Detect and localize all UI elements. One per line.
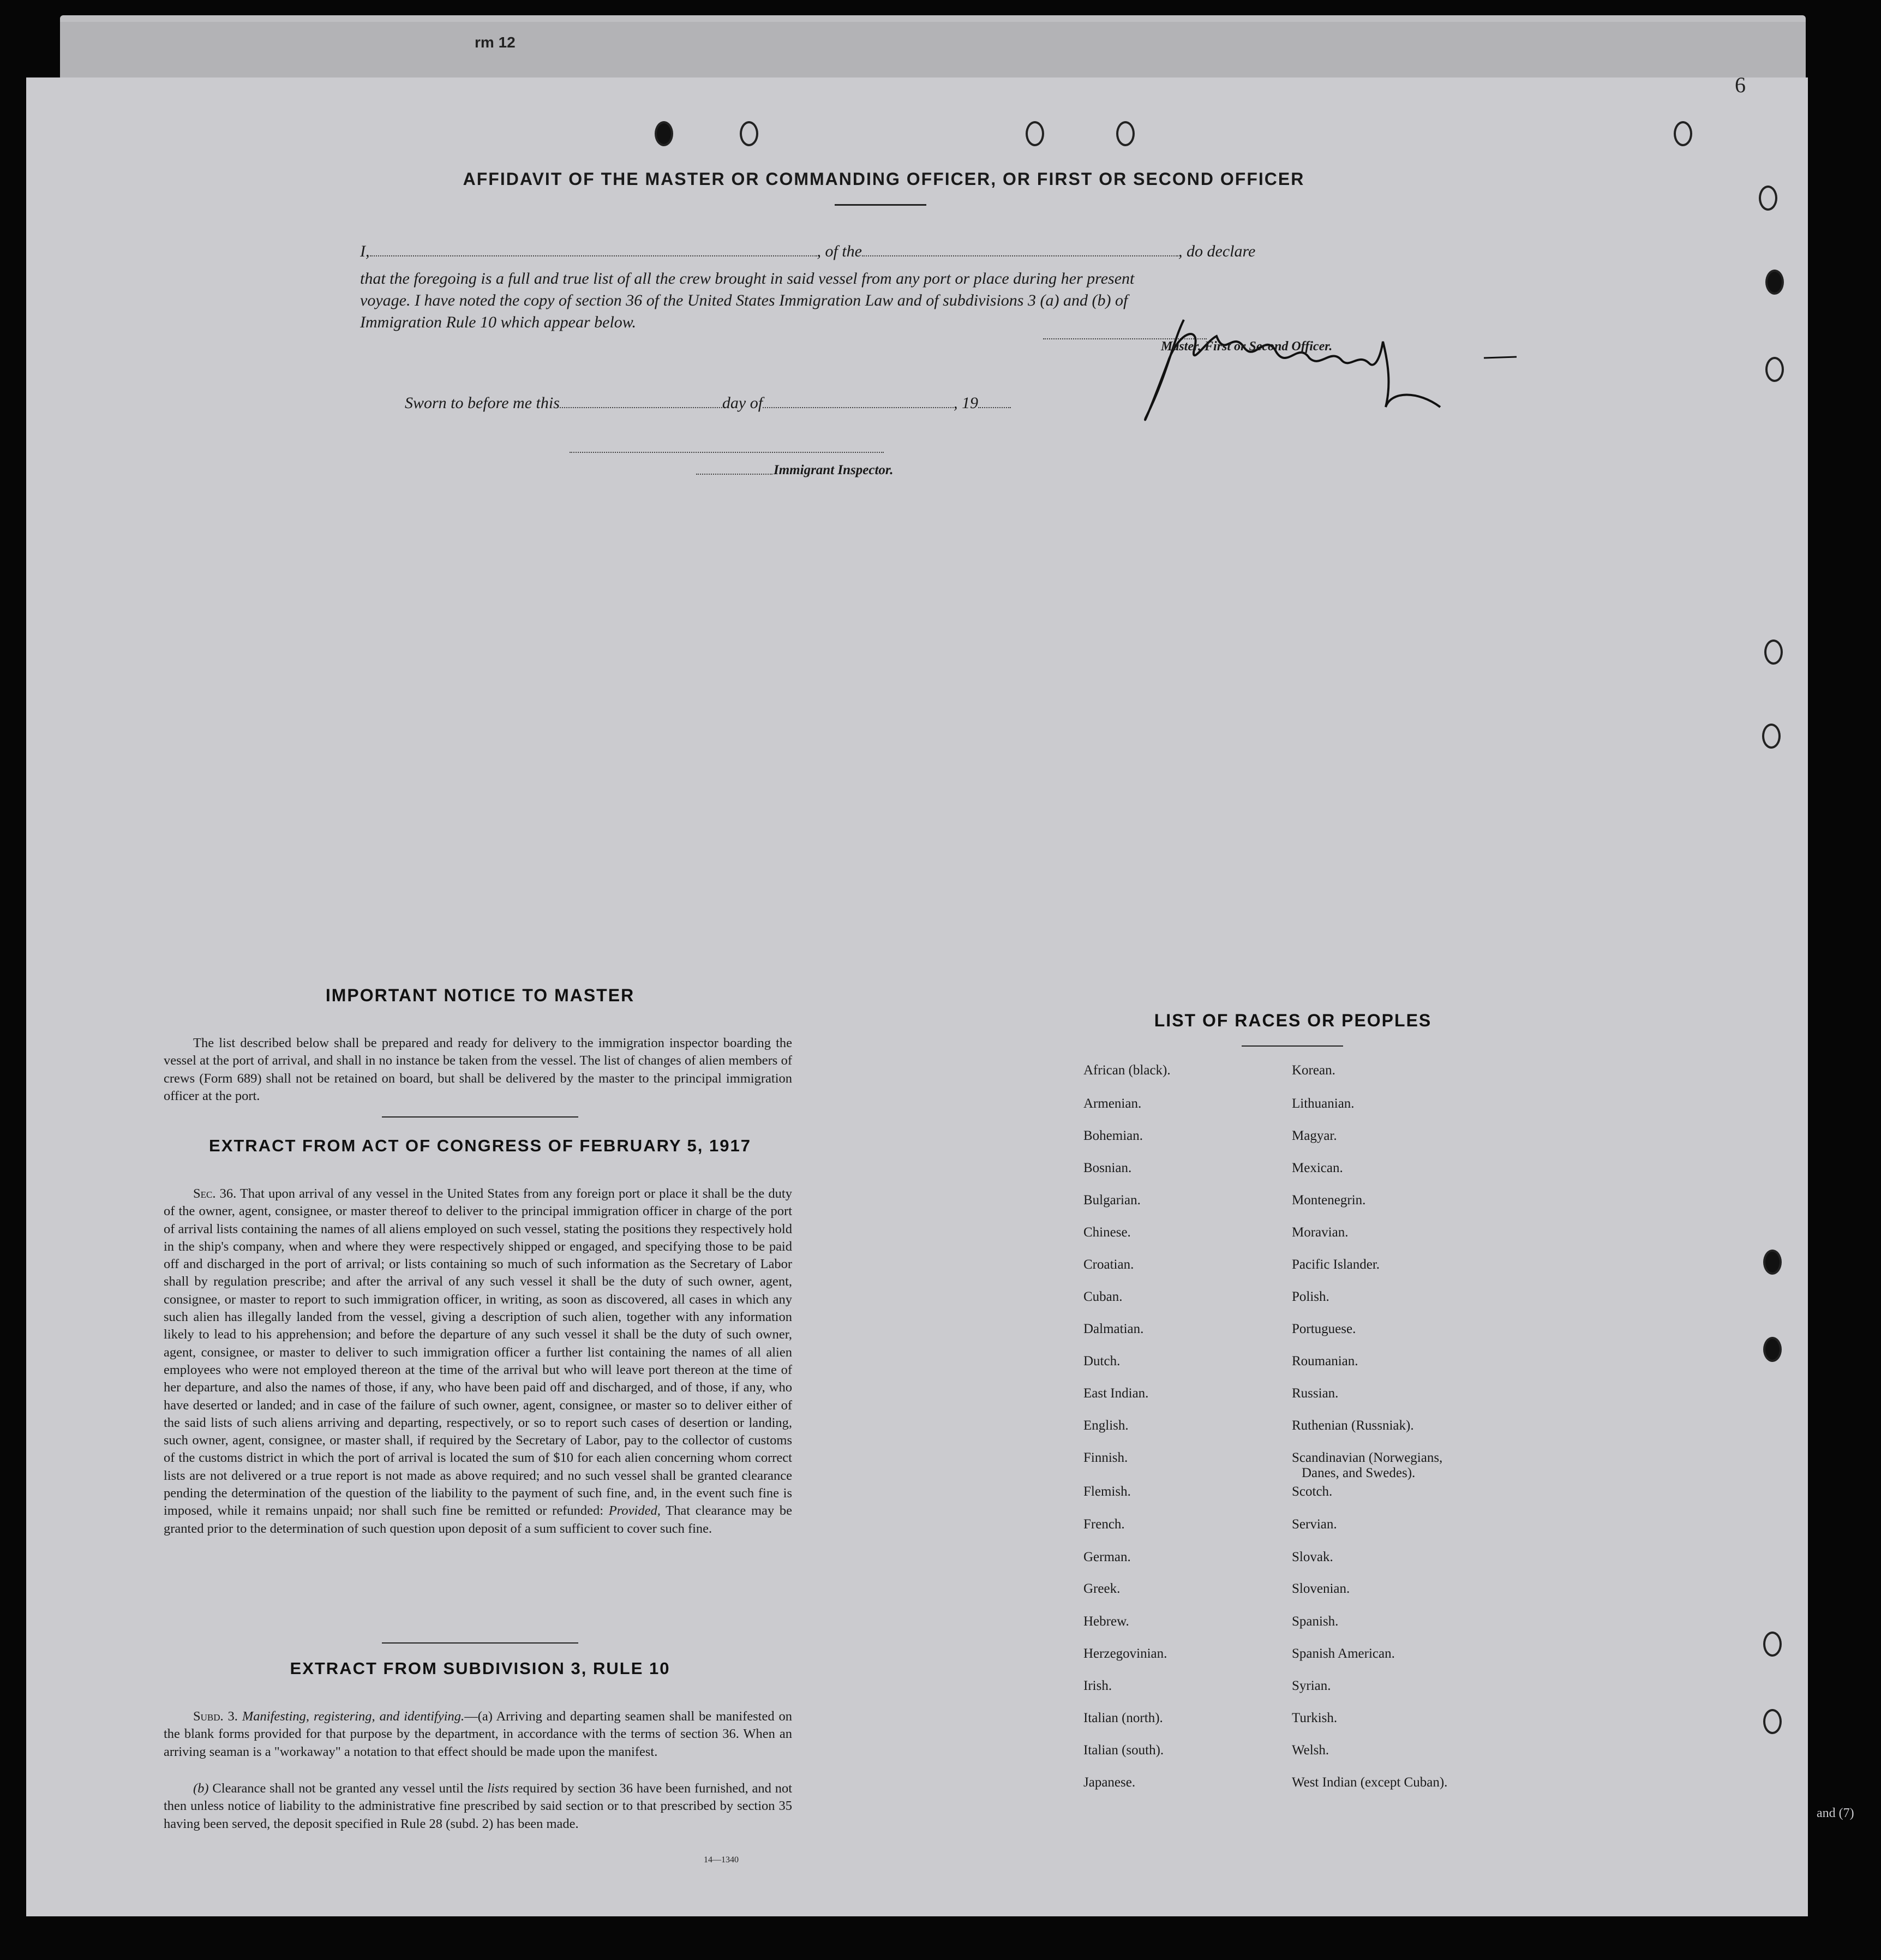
affidavit-of-the: , of the — [817, 242, 862, 260]
race-item: Servian. — [1292, 1517, 1337, 1532]
day-blank — [560, 404, 722, 408]
race-item: Greek. — [1083, 1581, 1121, 1596]
notice-title: IMPORTANT NOTICE TO MASTER — [325, 985, 635, 1005]
race-item: Dalmatian. — [1083, 1322, 1144, 1336]
race-item: Korean. — [1292, 1063, 1335, 1078]
race-item: Portuguese. — [1292, 1322, 1356, 1336]
races-title: LIST OF RACES OR PEOPLES — [1154, 1011, 1432, 1030]
race-item: Dutch. — [1083, 1354, 1121, 1369]
race-item: African (black). — [1083, 1063, 1171, 1078]
act-title: EXTRACT FROM ACT OF CONGRESS OF FEBRUARY 5, 1917 — [209, 1136, 751, 1155]
name-blank — [370, 252, 817, 256]
race-item: Welsh. — [1292, 1743, 1329, 1758]
inspector-label: Immigrant Inspector. — [774, 463, 894, 477]
vessel-blank — [862, 252, 1178, 256]
races-title-rule — [1242, 1045, 1343, 1047]
affidavit-line-4: Immigration Rule 10 which appear below. — [360, 313, 637, 331]
race-item: Chinese. — [1083, 1225, 1131, 1240]
race-item: Syrian. — [1292, 1678, 1331, 1693]
race-item: Flemish. — [1083, 1484, 1131, 1499]
race-item: Spanish American. — [1292, 1646, 1395, 1661]
race-item: Turkish. — [1292, 1711, 1338, 1725]
affidavit-line-3: voyage. I have noted the copy of section 36 of the United States Immigration Law and of subdivisions 3 (a) and (b) of — [360, 291, 1128, 309]
race-item: Italian (south). — [1083, 1743, 1164, 1758]
section-rule — [382, 1116, 578, 1118]
punch-hole — [1762, 724, 1781, 749]
subd-heading: Manifesting, registering, and identifying. — [242, 1709, 465, 1724]
race-item: Moravian. — [1292, 1225, 1349, 1240]
year-blank — [978, 404, 1011, 408]
race-item: French. — [1083, 1517, 1125, 1532]
race-item: English. — [1083, 1418, 1129, 1433]
page-number: 6 — [1735, 73, 1746, 97]
punch-hole — [1763, 1250, 1782, 1275]
sworn-line — [405, 394, 1011, 413]
race-item: Polish. — [1292, 1289, 1329, 1304]
race-item: German. — [1083, 1550, 1131, 1564]
race-item: Montenegrin. — [1292, 1193, 1366, 1208]
rule-title: EXTRACT FROM SUBDIVISION 3, RULE 10 — [290, 1659, 670, 1678]
race-item: Armenian. — [1083, 1096, 1142, 1111]
punch-hole — [1763, 1337, 1782, 1362]
race-item: Irish. — [1083, 1678, 1112, 1693]
race-item: East Indian. — [1083, 1386, 1149, 1401]
day-of-text: day of — [722, 394, 763, 412]
inspector-sign-blank — [570, 449, 884, 453]
race-item: Herzegovinian. — [1083, 1646, 1167, 1661]
race-item: Bosnian. — [1083, 1161, 1132, 1175]
race-item: Mexican. — [1292, 1161, 1343, 1175]
act-text-part1: That upon arrival of any vessel in the United States from any foreign port or place it shall be the duty of the owner, agent, consignee, or master thereof to deliver to the principal immigration officer in charge of the port of arrival lists containing the names of all aliens employed on such vessel, stating the positions they respectively hold in the ship's company, when and where they were respectively shipped or engaged, and specifying those to be paid off and discharged in the port of arrival; or lists containing so much of such information as the Secretary of Labor shall by regulation prescribe; and after the arrival of any such vessel it shall be the duty of such owner, agent, consignee, or master to report to such immigration officer, in writing, as soon as discovered, all cases in which any such alien has illegally landed from the vessel, giving a description of such alien, together with any information likely to lead to his apprehension; and before the departure of any such vessel it shall be the duty of such owner, agent, consignee, or master to deliver to such immigration officer a further list containing the names of all alien employees who were not employed thereon at the time of the arrival but who will leave port thereon at the time of her departure, and also the names of those, if any, who have been paid off and discharged, and of those, if any, who have deserted or landed; and in case of the failure of such owner, agent, consignee, or master so to deliver either of the said lists of such aliens arriving and departing, respectively, or so to report such cases of desertion or landing, such owner, agent, consignee, or master shall, if required by the Secretary of Labor, pay to the collector of customs of the customs district in which the port of arrival is located the sum of $10 for each alien concerning whom correct lists are not delivered or a true report is not made as above required; and no such vessel shall be granted clearance pending the determination of the question of the liability to the payment of such fine, and, in the event such fine is imposed, while it remains unpaid; nor shall such fine be remitted or refunded: — [164, 1186, 792, 1519]
act-text — [164, 1185, 792, 1538]
race-item: Cuban. — [1083, 1289, 1123, 1304]
rule-para-a — [164, 1708, 792, 1761]
race-item: Bulgarian. — [1083, 1193, 1141, 1208]
sec-label: Sec. 36. — [193, 1186, 237, 1201]
punch-hole — [1763, 1709, 1782, 1734]
section-rule — [382, 1642, 578, 1644]
punch-hole — [1765, 357, 1784, 382]
punch-hole — [1026, 121, 1044, 146]
race-item: Magyar. — [1292, 1128, 1337, 1143]
form-number: 14—1340 — [704, 1855, 739, 1865]
race-item: West Indian (except Cuban). — [1292, 1775, 1448, 1790]
para-a-label: —(a) — [464, 1709, 493, 1724]
race-item: Finnish. — [1083, 1450, 1128, 1465]
underlying-sheet-mark: rm 12 — [475, 34, 516, 51]
race-item: Ruthenian (Russniak). — [1292, 1418, 1414, 1433]
rule-para-b — [164, 1780, 792, 1833]
race-item: Japanese. — [1083, 1775, 1136, 1790]
signature-image — [1135, 309, 1527, 434]
race-item: Bohemian. — [1083, 1128, 1143, 1143]
affidavit-line-2: that the foregoing is a full and true list of all the crew brought in said vessel from any port or place during her present — [360, 270, 1135, 288]
punch-hole — [1763, 1632, 1782, 1657]
race-item: Slovak. — [1292, 1550, 1333, 1564]
para-b-end: required by section 36 have been furnished, and not then unless notice of liability to the administrative fine prescribed by said section or to that prescribed by section 35 having been served, the deposit specified in Rule 28 (subd. 2) has been made. — [164, 1781, 793, 1831]
year-prefix: , 19 — [954, 394, 979, 412]
race-item: Hebrew. — [1083, 1614, 1129, 1629]
edge-note: and (7) — [1817, 1806, 1854, 1820]
race-item: Roumanian. — [1292, 1354, 1358, 1369]
title-rule — [835, 204, 926, 206]
affidavit-title: AFFIDAVIT OF THE MASTER OR COMMANDING OFFICER, OR FIRST OR SECOND OFFICER — [463, 169, 1305, 189]
subd-label: Subd. 3. — [193, 1709, 238, 1724]
sworn-text: Sworn to before me this — [405, 394, 560, 412]
punch-hole — [1765, 270, 1784, 295]
affidavit-declare: , do declare — [1178, 242, 1256, 260]
punch-hole — [1764, 640, 1783, 665]
act-text-part2: That clearance may be granted prior to the determination of such question upon deposit of a sum sufficient to cover such fine. — [164, 1503, 792, 1536]
race-item: Lithuanian. — [1292, 1096, 1355, 1111]
race-item: Spanish. — [1292, 1614, 1339, 1629]
punch-hole — [1674, 121, 1692, 146]
para-b-lists: lists — [487, 1781, 509, 1796]
para-b-label: (b) — [193, 1781, 209, 1796]
signature-label: Master, First or Second Officer. — [1161, 339, 1333, 354]
inspector-blank — [696, 470, 772, 475]
race-item: Slovenian. — [1292, 1581, 1350, 1596]
punch-hole — [1759, 186, 1777, 211]
para-b-start: Clearance shall not be granted any vessel until the — [212, 1781, 484, 1796]
race-item: Croatian. — [1083, 1257, 1134, 1272]
punch-hole — [740, 121, 758, 146]
month-blank — [763, 404, 954, 408]
race-item: Scotch. — [1292, 1484, 1333, 1499]
race-item-continuation: Danes, and Swedes). — [1302, 1466, 1416, 1480]
affidavit-i: I, — [360, 242, 370, 260]
race-item: Italian (north). — [1083, 1711, 1163, 1725]
underlying-sheet-strip — [60, 22, 1806, 82]
race-item: Russian. — [1292, 1386, 1339, 1401]
punch-hole — [655, 121, 673, 146]
para-a-text: Arriving and departing seamen shall be manifested on the blank forms provided for that purpose by the department, in accordance with the terms of section 36. When an arriving seaman is a "workaway" a notation to that effect should be made upon the manifest. — [164, 1709, 792, 1759]
punch-hole — [1116, 121, 1135, 146]
provided-word: Provided, — [608, 1503, 661, 1519]
race-item: Pacific Islander. — [1292, 1257, 1380, 1272]
race-item: Scandinavian (Norwegians, — [1292, 1450, 1443, 1465]
notice-text: The list described below shall be prepared and ready for delivery to the immigration inspector boarding the vessel at the port of arrival, and shall in no instance be taken from the vessel. The list of changes of alien members of crews (Form 689) shall not be retained on board, but shall be delivered by the master to the principal immigration officer at the port. — [164, 1036, 792, 1103]
affidavit-line-1 — [360, 242, 1255, 261]
